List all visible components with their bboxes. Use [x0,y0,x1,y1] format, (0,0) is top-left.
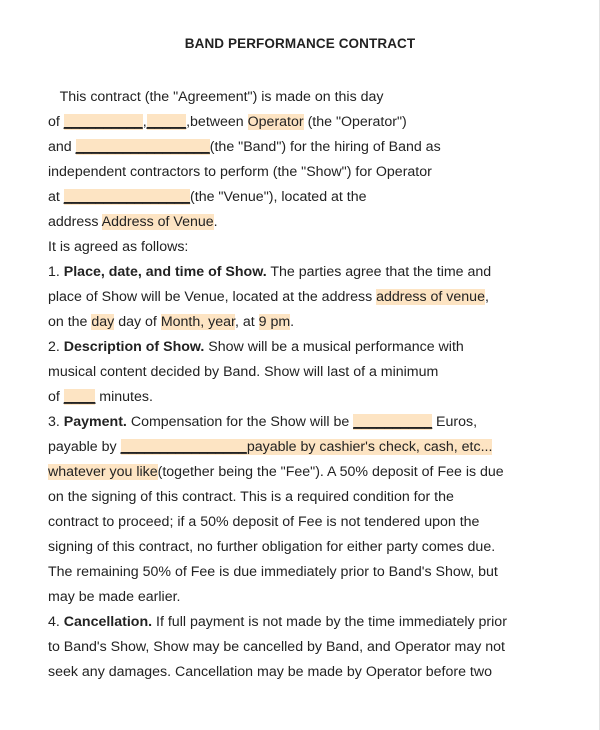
text-segment: It is agreed as follows: [48,239,189,255]
text-segment: (the "Venue"), located at the [190,189,367,205]
contract-line [48,88,383,106]
text-segment: at [48,189,64,205]
section-heading: Payment. [63,414,127,430]
blank-field: ________________ [120,439,247,455]
contract-line [48,538,495,556]
text-segment: . [290,314,295,330]
blank-field: ____ [63,389,96,405]
text-segment: , [142,114,147,130]
blank-field: _____ [146,114,187,130]
contract-line [48,438,492,456]
text-segment: independent contractors to perform (the "Show") for Operator [48,164,432,180]
text-segment: ,between [186,114,248,130]
highlighted-field: Operator [247,114,304,130]
text-segment: 1. [48,264,64,280]
text-segment: of [48,114,64,130]
highlighted-field: Month, year [160,314,235,330]
text-segment: payable by [48,439,121,455]
contract-line [48,638,505,656]
text-segment: place of Show will be Venue, located at the address [48,289,377,305]
text-segment: address [48,214,102,230]
text-segment: 2. [48,339,64,355]
contract-line [48,613,507,631]
contract-line [48,138,441,156]
contract-line [48,338,464,356]
blank-field: __________ [353,414,433,430]
text-segment: of [48,389,64,405]
blank-field: _________________ [75,139,210,155]
contract-line [48,238,188,256]
text-segment: contract to proceed; if a 50% deposit of Fee is not tendered upon the [48,514,480,530]
text-segment: on the signing of this contract. This is a required condition for the [48,489,454,505]
contract-line [48,663,492,681]
contract-line [48,513,479,531]
highlighted-field: 9 pm [258,314,291,330]
text-segment: The parties agree that the time and [266,264,492,280]
highlighted-field: Address of Venue [101,214,214,230]
contract-line [48,163,432,181]
highlighted-field: address of venue [376,289,485,305]
highlighted-field: day [91,314,115,330]
contract-line [48,313,294,331]
text-segment: If full payment is not made by the time immediately prior [152,614,507,630]
text-segment: , [484,289,489,305]
text-segment: seek any damages. Cancellation may be made by Operator before two [48,664,492,680]
contract-line [48,263,491,281]
text-segment: signing of this contract, no further obligation for either party comes due. [48,539,496,555]
text-segment: Show will be a musical performance with [204,339,464,355]
contract-line [48,563,498,581]
text-segment: and [48,139,76,155]
text-segment: on the [48,314,92,330]
contract-line [48,588,180,606]
blank-field: __________ [63,114,143,130]
contract-line [48,113,407,131]
text-segment: day of [114,314,161,330]
blank-field: ________________ [63,189,191,205]
text-segment: musical content decided by Band. Show will last of a minimum [48,364,439,380]
contract-line [48,388,153,406]
text-segment: minutes. [95,389,153,405]
text-segment: Compensation for the Show will be [126,414,354,430]
contract-line [48,413,477,431]
section-heading: Place, date, and time of Show. [63,264,267,280]
text-segment: The remaining 50% of Fee is due immediately prior to Band's Show, but [48,564,498,580]
text-segment: (together being the "Fee"). A 50% deposit of Fee is due [157,464,504,480]
text-segment: , at [234,314,259,330]
highlighted-field: whatever you like [48,464,158,480]
text-segment: may be made earlier. [48,589,181,605]
text-segment: This contract (the "Agreement") is made on this day [48,89,384,105]
highlighted-field: payable by cashier's check, cash, etc... [246,439,493,455]
contract-line [48,363,438,381]
document-title: BAND PERFORMANCE CONTRACT [184,36,416,51]
text-segment: . [213,214,218,230]
contract-line [48,463,504,481]
contract-line [48,488,454,506]
text-segment: 3. [48,414,64,430]
section-heading: Cancellation. [63,614,153,630]
text-segment: (the "Band") for the hiring of Band as [209,139,441,155]
section-heading: Description of Show. [63,339,205,355]
text-segment: Euros, [432,414,478,430]
contract-line [48,288,489,306]
contract-line [48,213,218,231]
text-segment: to Band's Show, Show may be cancelled by Band, and Operator may not [48,639,505,655]
text-segment: (the "Operator") [303,114,407,130]
contract-line [48,188,367,206]
text-segment: 4. [48,614,64,630]
